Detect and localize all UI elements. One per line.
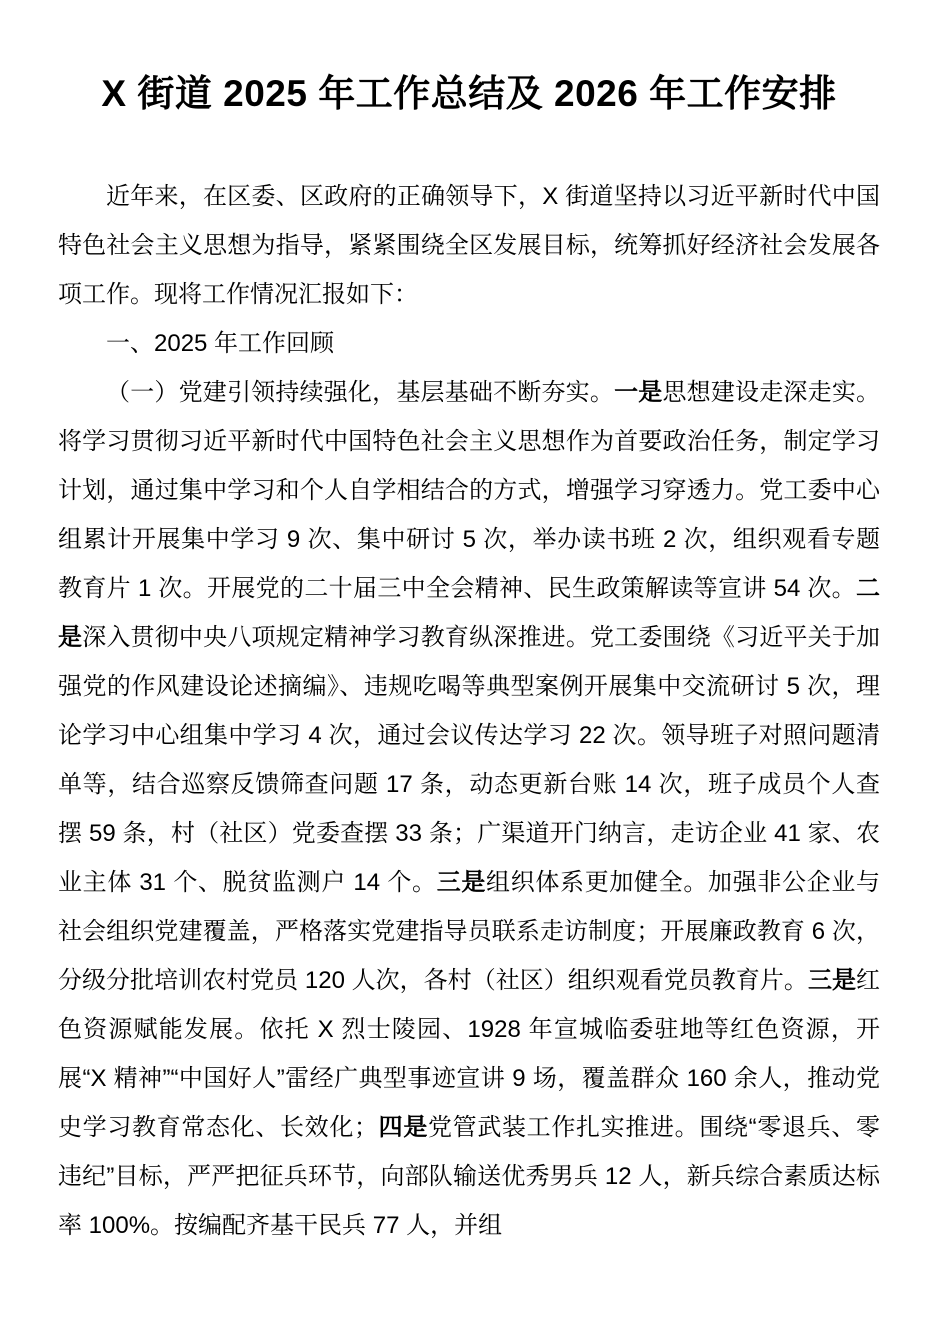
- text-run: 深入贯彻中央八项规定精神学习教育纵深推进。党工委围绕《习近平关于加强党的作风建设论述摘编》、违规吃喝等典型案例开展集中交流研讨 5 次，理论学习中心组集中学习 4 次，通过会议传达学习 22 次。领导班子对照问题清单等，结合巡察反馈筛查问题 17 条，动态更新台账 14 次，班子成员个人查摆 59 条，村（社区）党委查摆 33 条；广渠道开门纳言，走访企业 41 家、农业主体 31 个、脱贫监测户 14 个。: [58, 624, 881, 896]
- emphasis-run: 一是: [614, 379, 663, 406]
- party-building-paragraph: [58, 368, 880, 1250]
- text-run: 一、2025 年工作回顾: [106, 330, 335, 357]
- document-body: [58, 172, 880, 1250]
- section-heading-2025-review: [58, 319, 880, 368]
- emphasis-run: 四是: [378, 1114, 428, 1141]
- text-run: （一）党建引领持续强化，基层基础不断夯实。: [106, 379, 615, 406]
- text-run: 近年来，在区委、区政府的正确领导下，X 街道坚持以习近平新时代中国特色社会主义思想为指导，紧紧围绕全区发展目标，统筹抓好经济社会发展各项工作。现将工作情况汇报如下：: [58, 183, 880, 308]
- emphasis-run: 三是: [436, 869, 487, 896]
- document-title: X 街道 2025 年工作总结及 2026 年工作安排: [101, 73, 837, 114]
- text-run: 党管武装工作扎实推进。围绕“零退兵、零违纪”目标，严严把征兵环节，向部队输送优秀男兵 12 人，新兵综合素质达标率 100%。按编配齐基干民兵 77 人，并组: [58, 1114, 880, 1239]
- emphasis-run: 三是: [807, 967, 856, 994]
- text-run: 组织体系更加健全。加强非公企业与社会组织党建覆盖，严格落实党建指导员联系走访制度；开展廉政教育 6 次，分级分批培训农村党员 120 人次，各村（社区）组织观看党员教育片。: [58, 869, 881, 994]
- text-run: 红色资源赋能发展。依托 X 烈士陵园、1928 年宣城临委驻地等红色资源，开展“X 精神”“中国好人”雷经广典型事迹宣讲 9 场，覆盖群众 160 余人，推动党史学习教育常态化、长效化；: [58, 967, 880, 1141]
- intro-paragraph: [58, 172, 880, 319]
- emphasis-run: 二是: [58, 575, 880, 651]
- text-run: 思想建设走深走实。将学习贯彻习近平新时代中国特色社会主义思想作为首要政治任务，制定学习计划，通过集中学习和个人自学相结合的方式，增强学习穿透力。党工委中心组累计开展集中学习 9 次、集中研讨 5 次，举办读书班 2 次，组织观看专题教育片 1 次。开展党的二十届三中全会精神、民生政策解读等宣讲 54 次。: [58, 379, 881, 602]
